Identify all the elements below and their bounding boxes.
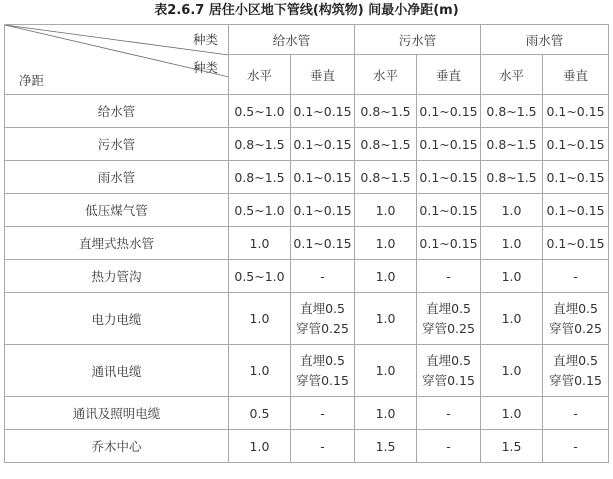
cell-line: 直埋0.5 <box>553 352 598 368</box>
table-row <box>5 430 609 463</box>
row-label: 电力电缆 <box>5 293 229 345</box>
row-label: 通讯电缆 <box>5 345 229 397</box>
table-cell: 1.5 <box>355 430 417 463</box>
table-cell: 1.0 <box>481 194 543 227</box>
table-cell: 1.0 <box>355 260 417 293</box>
table-cell: - <box>417 397 481 430</box>
cell-line: 穿管0.15 <box>549 372 602 388</box>
table-row <box>5 95 609 128</box>
table-cell: 0.1~0.15 <box>417 227 481 260</box>
table-cell: 0.5~1.0 <box>229 260 291 293</box>
table-cell: 0.1~0.15 <box>543 227 609 260</box>
table-cell: 1.0 <box>481 227 543 260</box>
header-direction: 水平 <box>229 55 291 95</box>
table-cell: 0.1~0.15 <box>291 194 355 227</box>
header-direction: 垂直 <box>417 55 481 95</box>
table-cell: 1.0 <box>355 345 417 397</box>
table-cell: 0.8~1.5 <box>355 95 417 128</box>
row-label: 雨水管 <box>5 161 229 194</box>
table-cell: - <box>291 260 355 293</box>
table-row <box>5 260 609 293</box>
table-body <box>5 95 609 463</box>
table-cell: 0.5 <box>229 397 291 430</box>
table-cell: - <box>417 430 481 463</box>
table-row <box>5 345 609 397</box>
table-cell: 0.1~0.15 <box>291 128 355 161</box>
cell-line: 穿管0.15 <box>296 372 349 388</box>
table-cell: - <box>543 397 609 430</box>
table-cell: 0.1~0.15 <box>543 194 609 227</box>
table-cell: 0.8~1.5 <box>481 128 543 161</box>
cell-line: 直埋0.5 <box>553 300 598 316</box>
cell-line: 穿管0.25 <box>296 320 349 336</box>
table-cell <box>291 293 355 345</box>
table-cell: 0.1~0.15 <box>417 194 481 227</box>
table-cell <box>291 345 355 397</box>
table-cell: 0.8~1.5 <box>481 161 543 194</box>
row-label: 给水管 <box>5 95 229 128</box>
table-cell: 0.8~1.5 <box>229 128 291 161</box>
table-cell: 0.5~1.0 <box>229 95 291 128</box>
table-row <box>5 128 609 161</box>
table-cell: 0.1~0.15 <box>291 161 355 194</box>
header-pipe-type: 污水管 <box>355 25 481 55</box>
corner-label-bottom: 净距 <box>19 73 45 88</box>
cell-line: 直埋0.5 <box>426 352 471 368</box>
table-cell: 0.1~0.15 <box>417 161 481 194</box>
table-cell: - <box>291 430 355 463</box>
header-pipe-type: 给水管 <box>229 25 355 55</box>
table-cell: 1.0 <box>355 227 417 260</box>
table-cell: 0.8~1.5 <box>355 161 417 194</box>
table-cell: 0.8~1.5 <box>229 161 291 194</box>
cell-line: 穿管0.25 <box>549 320 602 336</box>
table-cell: 1.0 <box>355 194 417 227</box>
header-direction: 垂直 <box>543 55 609 95</box>
table-cell: 1.0 <box>481 397 543 430</box>
table-cell: 1.0 <box>481 345 543 397</box>
table-cell: 0.1~0.15 <box>291 227 355 260</box>
row-label: 乔木中心 <box>5 430 229 463</box>
table-cell <box>417 345 481 397</box>
table-cell: - <box>291 397 355 430</box>
header-direction: 垂直 <box>291 55 355 95</box>
cell-line: 穿管0.15 <box>422 372 475 388</box>
table-cell: 1.0 <box>229 293 291 345</box>
row-label: 低压煤气管 <box>5 194 229 227</box>
table-cell <box>543 345 609 397</box>
table-cell: 0.8~1.5 <box>355 128 417 161</box>
header-direction: 水平 <box>481 55 543 95</box>
table-cell: 1.0 <box>481 260 543 293</box>
table-cell: 1.0 <box>229 227 291 260</box>
table-cell: 1.0 <box>229 345 291 397</box>
table-row <box>5 194 609 227</box>
table-cell: 1.0 <box>355 397 417 430</box>
corner-label-top: 种类 <box>193 32 219 47</box>
table-title: 表2.6.7 居住小区地下管线(构筑物) 间最小净距(m) <box>154 3 459 18</box>
table-cell: 0.1~0.15 <box>291 95 355 128</box>
table-cell: 0.1~0.15 <box>543 161 609 194</box>
table-cell: 0.1~0.15 <box>543 128 609 161</box>
table-cell: 1.0 <box>355 293 417 345</box>
table-cell: 1.5 <box>481 430 543 463</box>
header-direction: 水平 <box>355 55 417 95</box>
table-cell <box>543 293 609 345</box>
row-label: 污水管 <box>5 128 229 161</box>
table-cell: 0.1~0.15 <box>417 128 481 161</box>
table-cell: - <box>417 260 481 293</box>
table-cell: 0.5~1.0 <box>229 194 291 227</box>
cell-line: 直埋0.5 <box>426 300 471 316</box>
corner-cell <box>5 25 229 95</box>
table-cell <box>417 293 481 345</box>
table-cell: 1.0 <box>229 430 291 463</box>
header-row-types <box>5 25 609 55</box>
table-row <box>5 161 609 194</box>
table-cell: - <box>543 430 609 463</box>
clearance-table <box>4 24 609 463</box>
table-row <box>5 227 609 260</box>
row-label: 通讯及照明电缆 <box>5 397 229 430</box>
cell-line: 直埋0.5 <box>300 352 345 368</box>
header-pipe-type: 雨水管 <box>481 25 609 55</box>
corner-label-middle: 种类 <box>193 60 219 75</box>
table-row <box>5 293 609 345</box>
cell-line: 直埋0.5 <box>300 300 345 316</box>
table-cell: - <box>543 260 609 293</box>
row-label: 热力管沟 <box>5 260 229 293</box>
table-cell: 0.8~1.5 <box>481 95 543 128</box>
table-row <box>5 397 609 430</box>
table-cell: 0.1~0.15 <box>417 95 481 128</box>
table-cell: 0.1~0.15 <box>543 95 609 128</box>
cell-line: 穿管0.25 <box>422 320 475 336</box>
row-label: 直埋式热水管 <box>5 227 229 260</box>
table-cell: 1.0 <box>481 293 543 345</box>
